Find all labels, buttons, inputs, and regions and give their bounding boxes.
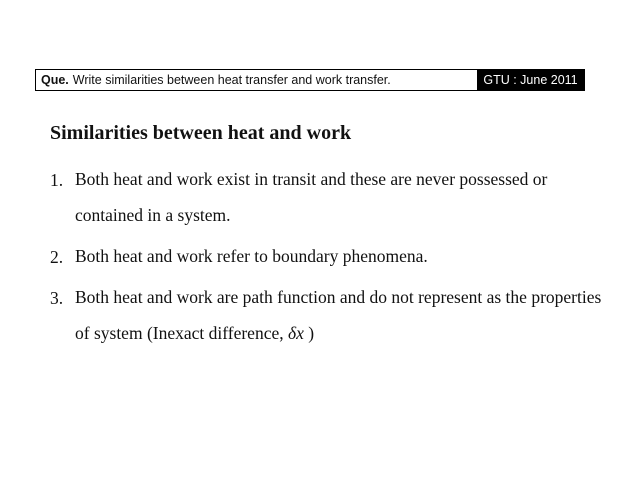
item-number: 1. [50,170,64,190]
item-text: Both heat and work exist in transit and these are never possessed or contained in a system. [75,169,548,225]
list-item [50,288,610,351]
item-number: 2. [50,247,64,267]
list-item [50,170,610,233]
question-text-box [36,70,477,90]
item-text: Both heat and work refer to boundary phenomena. [75,246,428,266]
item-text: Both heat and work are path function and do not represent as the properties of system (Inexact difference, [75,287,602,343]
question-text: Write similarities between heat transfer and work transfer. [72,73,391,87]
similarities-list [50,170,610,365]
item-text-suffix: ) [303,323,315,343]
question-prefix: Que. [41,73,69,87]
slide-title: Similarities between heat and work [50,122,352,144]
list-item [50,247,610,274]
exam-tag: GTU : June 2011 [477,70,584,90]
item-text-container [75,279,610,351]
inexact-differential-symbol: δx [287,323,304,343]
question-bar [35,69,585,91]
item-number: 3. [50,288,64,308]
